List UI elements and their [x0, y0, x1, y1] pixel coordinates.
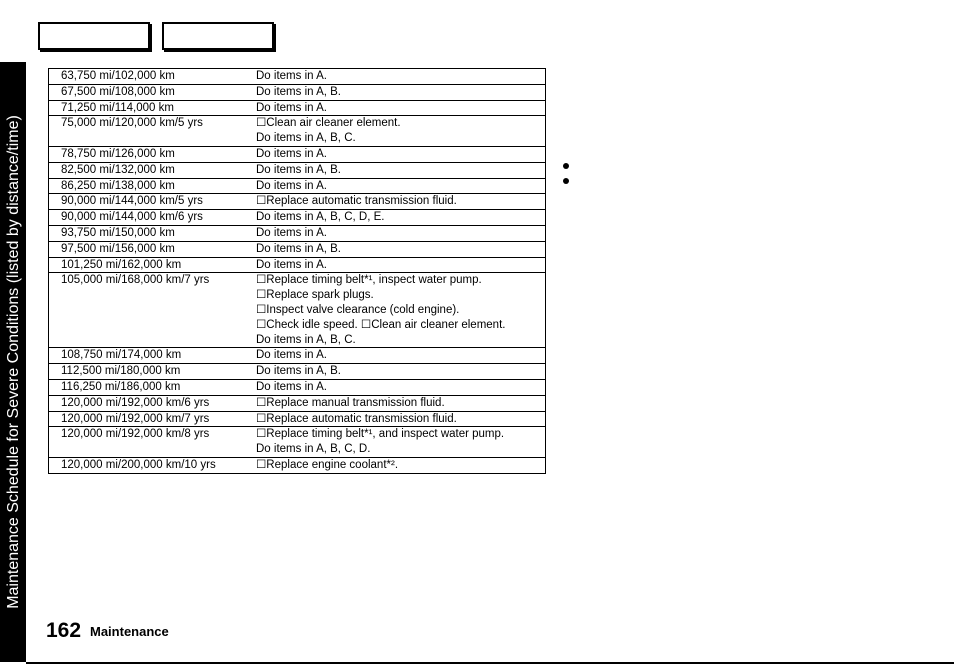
table-row — [49, 364, 546, 380]
service-line: ☐Replace timing belt*¹, inspect water pump. — [256, 274, 482, 287]
service-line: ☐Replace automatic transmission fluid. — [256, 412, 457, 425]
table-row — [49, 411, 546, 427]
service-cell — [246, 225, 546, 241]
service-cell — [246, 194, 546, 210]
table-row — [49, 257, 546, 273]
interval-cell: 116,250 mi/186,000 km — [61, 380, 181, 393]
service-cell — [246, 379, 546, 395]
page-number: 162 — [46, 619, 82, 642]
service-cell — [246, 257, 546, 273]
service-line: ☐Replace spark plugs. — [256, 289, 374, 302]
schedule-table-body — [49, 69, 546, 474]
service-cell — [246, 116, 546, 147]
service-cell — [246, 210, 546, 226]
service-line: Do items in A, B. — [256, 365, 342, 378]
interval-cell: 120,000 mi/192,000 km/7 yrs — [61, 412, 210, 425]
bullet-dot-icon — [563, 163, 569, 169]
nav-tab-box-2[interactable] — [162, 22, 274, 50]
interval-cell: 93,750 mi/150,000 km — [61, 226, 175, 239]
service-line: Do items in A. — [256, 349, 327, 362]
service-line: ☐Replace timing belt*¹, and inspect water pump. — [256, 428, 505, 441]
service-line: ☐Check idle speed. ☐Clean air cleaner element. — [256, 318, 506, 331]
interval-cell: 67,500 mi/108,000 km — [61, 85, 175, 98]
interval-cell: 97,500 mi/156,000 km — [61, 242, 175, 255]
section-sidebar — [0, 62, 26, 662]
service-cell — [246, 273, 546, 348]
service-line: Do items in A, B, C. — [256, 333, 356, 346]
interval-cell: 75,000 mi/120,000 km/5 yrs — [61, 117, 203, 130]
service-line: Do items in A. — [256, 101, 327, 114]
service-line: Do items in A, B, C, D, E. — [256, 211, 385, 224]
interval-cell: 120,000 mi/200,000 km/10 yrs — [61, 458, 216, 471]
table-row — [49, 84, 546, 100]
table-row — [49, 69, 546, 85]
maintenance-schedule-table — [48, 68, 546, 474]
table-row — [49, 194, 546, 210]
table-row — [49, 146, 546, 162]
service-line: ☐Replace engine coolant*². — [256, 458, 399, 471]
interval-cell: 90,000 mi/144,000 km/5 yrs — [61, 195, 203, 208]
service-line: Do items in A. — [256, 226, 327, 239]
service-line: Do items in A, B, C. — [256, 132, 356, 145]
service-cell — [246, 364, 546, 380]
service-line: Do items in A. — [256, 258, 327, 271]
service-cell — [246, 162, 546, 178]
service-line: Do items in A. — [256, 147, 327, 160]
table-row — [49, 162, 546, 178]
service-cell — [246, 178, 546, 194]
interval-cell: 63,750 mi/102,000 km — [61, 70, 175, 82]
table-row — [49, 348, 546, 364]
service-line: ☐Replace manual transmission fluid. — [256, 396, 445, 409]
interval-cell: 82,500 mi/132,000 km — [61, 163, 175, 176]
service-cell — [246, 241, 546, 257]
interval-cell: 112,500 mi/180,000 km — [61, 365, 181, 378]
interval-cell: 90,000 mi/144,000 km/6 yrs — [61, 211, 203, 224]
service-cell — [246, 395, 546, 411]
service-line: Do items in A, B. — [256, 163, 342, 176]
service-cell — [246, 69, 546, 85]
interval-cell: 108,750 mi/174,000 km — [61, 349, 182, 362]
interval-cell: 120,000 mi/192,000 km/8 yrs — [61, 428, 210, 441]
service-cell — [246, 411, 546, 427]
schedule-table-container — [48, 68, 546, 474]
interval-cell: 101,250 mi/162,000 km — [61, 258, 182, 271]
table-row — [49, 225, 546, 241]
interval-cell: 78,750 mi/126,000 km — [61, 147, 175, 160]
bullet-dot-icon — [563, 178, 569, 184]
table-row — [49, 427, 546, 458]
service-line: ☐Inspect valve clearance (cold engine). — [256, 303, 460, 316]
service-line: Do items in A. — [256, 380, 327, 393]
service-line: Do items in A, B, C, D. — [256, 443, 371, 456]
service-line: ☐Clean air cleaner element. — [256, 117, 401, 130]
page-bottom-rule — [26, 662, 954, 664]
service-cell — [246, 348, 546, 364]
interval-cell: 71,250 mi/114,000 km — [61, 101, 174, 114]
interval-cell: 86,250 mi/138,000 km — [61, 179, 175, 192]
interval-cell: 105,000 mi/168,000 km/7 yrs — [61, 274, 210, 287]
table-row — [49, 457, 546, 473]
table-row — [49, 178, 546, 194]
service-line: Do items in A, B. — [256, 85, 342, 98]
table-row — [49, 395, 546, 411]
service-line: Do items in A. — [256, 179, 327, 192]
table-row — [49, 273, 546, 348]
section-title: Maintenance — [90, 624, 169, 639]
table-row — [49, 379, 546, 395]
service-cell — [246, 100, 546, 116]
service-cell — [246, 146, 546, 162]
interval-cell: 120,000 mi/192,000 km/6 yrs — [61, 396, 210, 409]
service-line: Do items in A. — [256, 70, 327, 82]
nav-tab-box-1[interactable] — [38, 22, 150, 50]
service-line: Do items in A, B. — [256, 242, 342, 255]
table-row — [49, 116, 546, 147]
service-line: ☐Replace automatic transmission fluid. — [256, 195, 457, 208]
table-row — [49, 241, 546, 257]
service-cell — [246, 84, 546, 100]
table-row — [49, 210, 546, 226]
table-row — [49, 100, 546, 116]
service-cell — [246, 427, 546, 458]
service-cell — [246, 457, 546, 473]
sidebar-label: Maintenance Schedule for Severe Conditions (listed by distance/time) — [5, 115, 22, 609]
